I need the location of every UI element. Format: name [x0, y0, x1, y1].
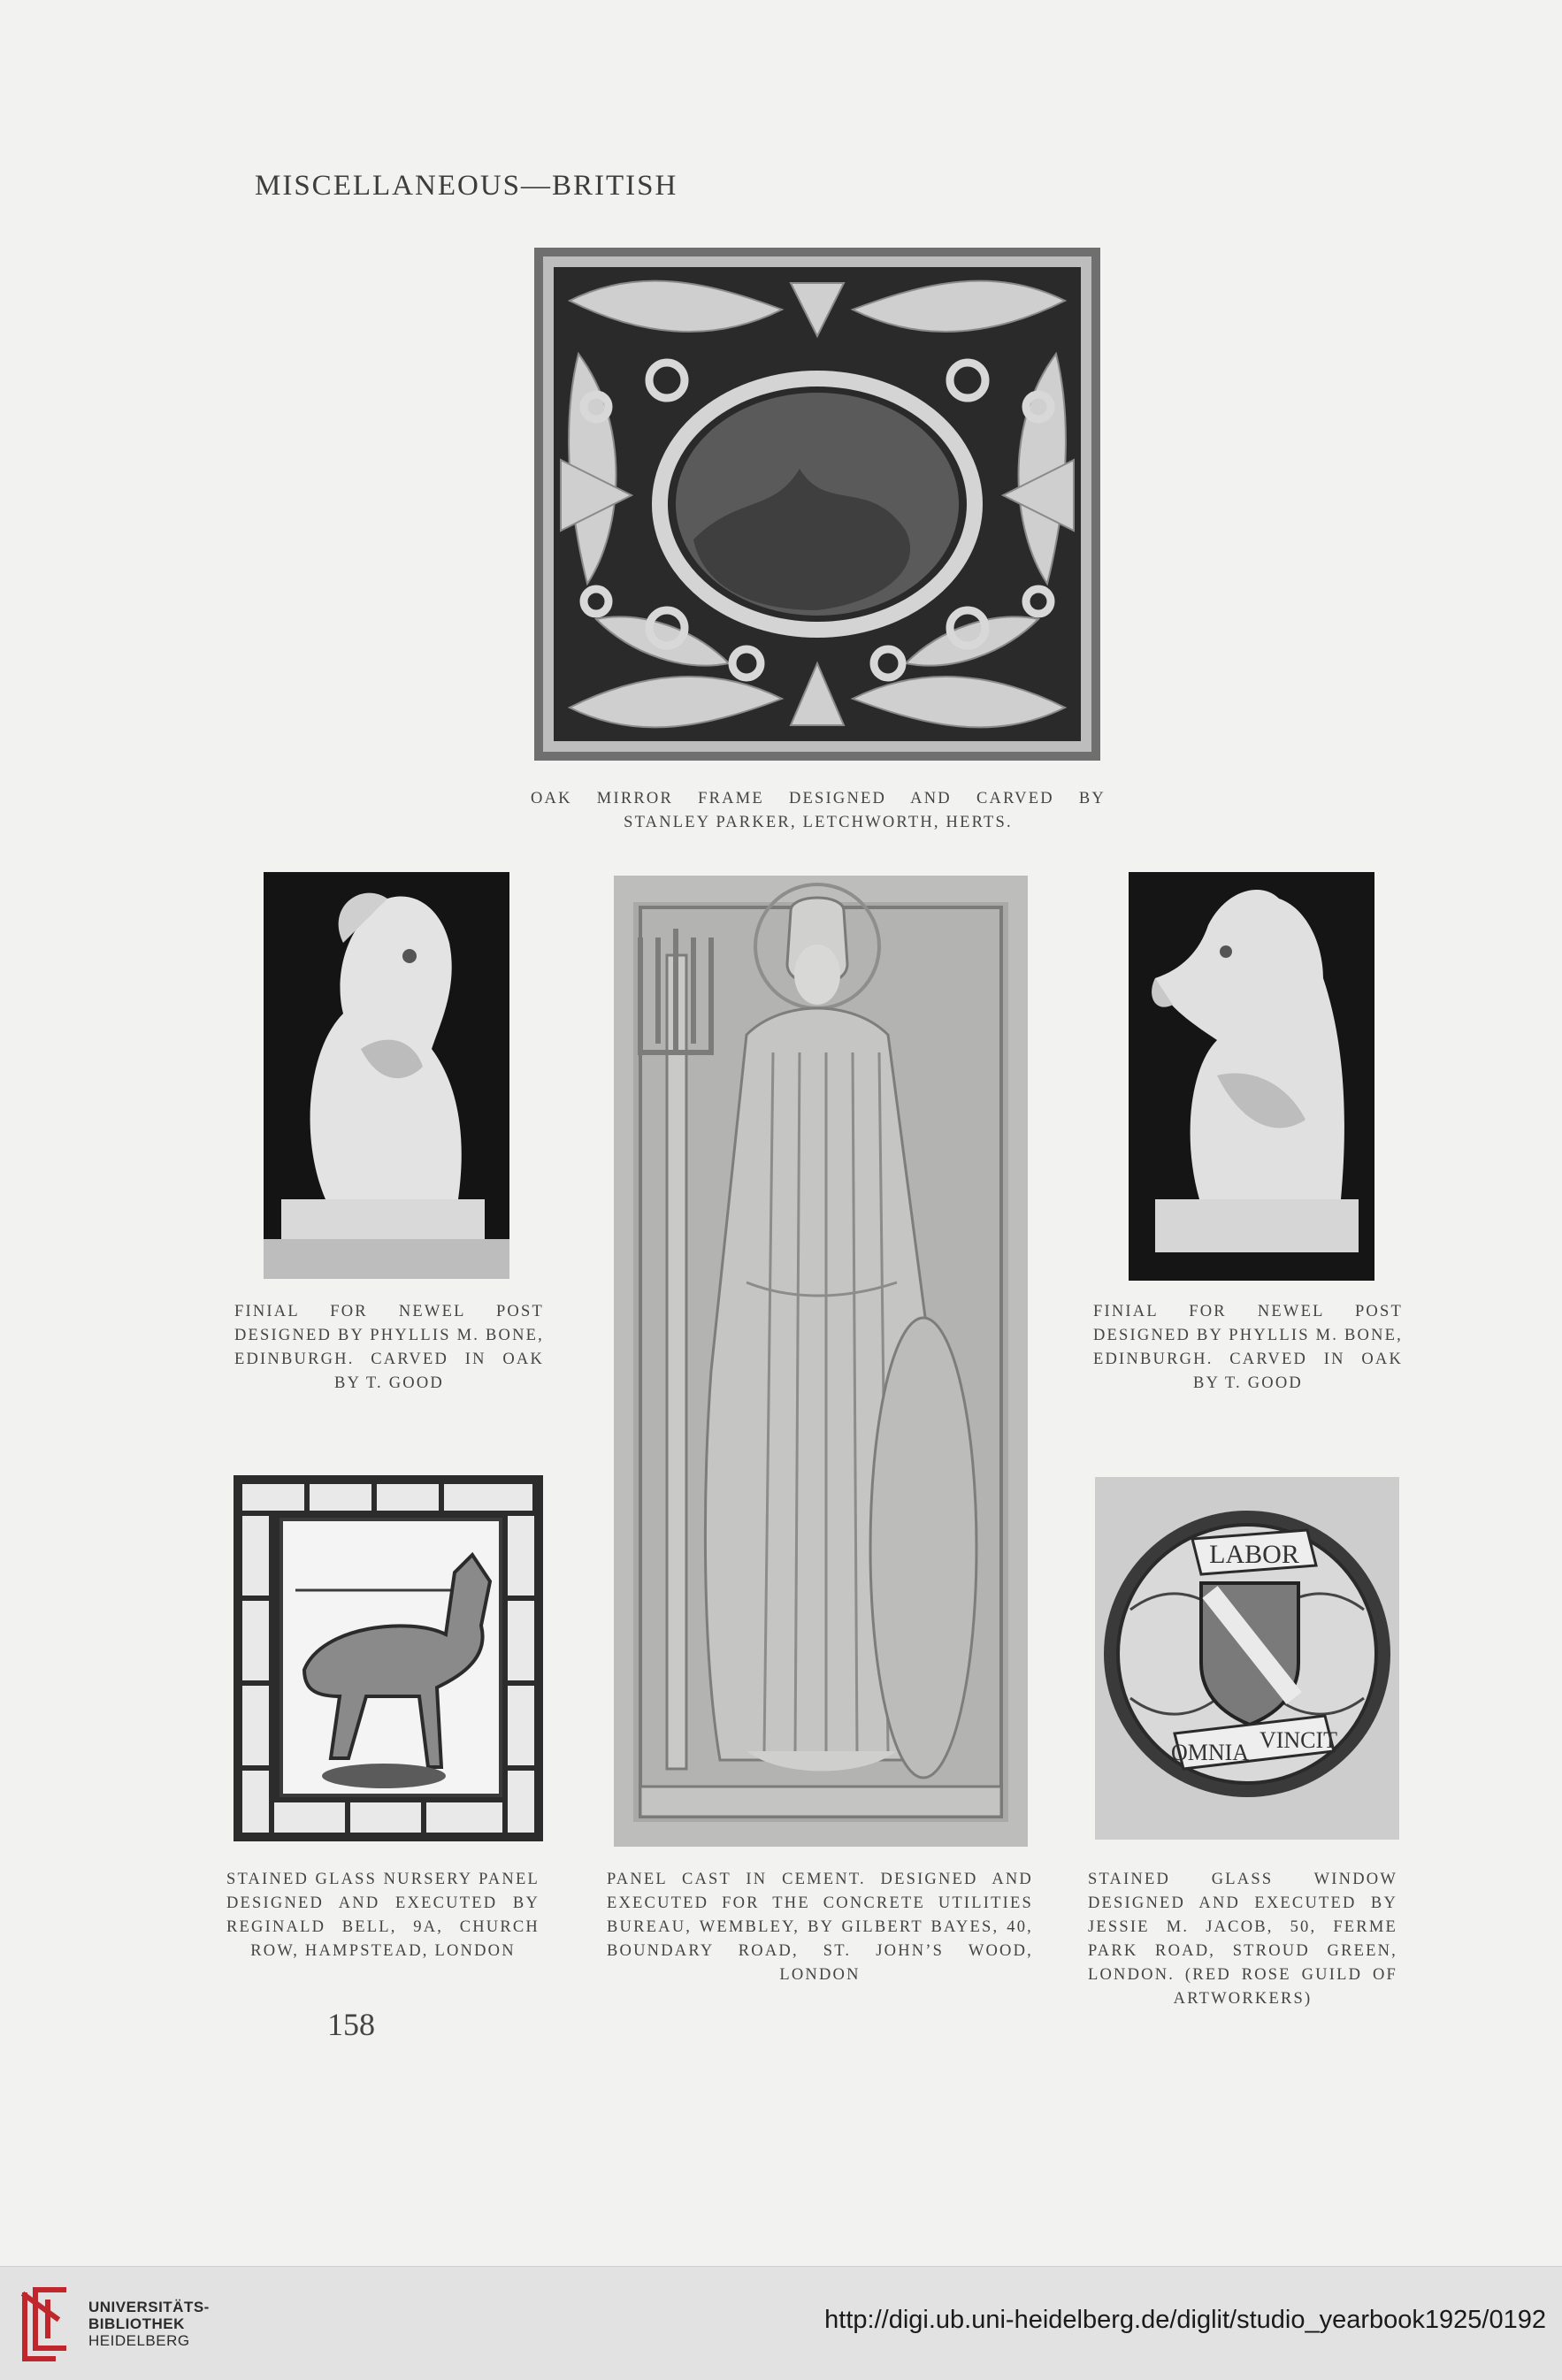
page-number: 158 [327, 2007, 375, 2042]
mirror-frame-photo [534, 248, 1100, 761]
mirror-frame-caption-line-2: STANLEY PARKER, LETCHWORTH, HERTS. [624, 814, 1013, 831]
mirror-frame-caption-line-1: OAK MIRROR FRAME DESIGNED AND CARVED BY [531, 790, 1106, 807]
stained-glass-nursery-caption: STAINED GLASS NURSERY PANEL DESIGNED AND EXECUTED BY REGINALD BELL, 9A, CHURCH ROW, HAMPSTEAD, LONDON [226, 1871, 540, 1960]
finial-left-photo [264, 872, 509, 1279]
source-url-link[interactable]: http://digi.ub.uni-heidelberg.de/diglit/studio_yearbook1925/0192 [824, 2306, 1546, 2334]
mirror-frame-caption [531, 787, 1106, 835]
stained-glass-window-caption: STAINED GLASS WINDOW DESIGNED AND EXECUTED BY JESSIE M. JACOB, 50, FERME PARK ROAD, STROUD GREEN, LONDON. (RED ROSE GUILD OF ARTWORKERS) [1088, 1871, 1397, 2008]
motto-bottom-text-1: OMNIA [1170, 1740, 1250, 1765]
finial-left-caption: FINIAL FOR NEWEL POST DESIGNED BY PHYLLIS M. BONE, EDINBURGH. CARVED IN OAK BY T. GOOD [234, 1303, 544, 1392]
finial-right-photo [1129, 872, 1374, 1281]
library-name-line-3: HEIDELBERG [88, 2332, 190, 2349]
library-name-line-2: BIBLIOTHEK [88, 2315, 185, 2332]
finial-right-caption: FINIAL FOR NEWEL POST DESIGNED BY PHYLLIS M. BONE, EDINBURGH. CARVED IN OAK BY T. GOOD [1093, 1303, 1403, 1392]
cement-panel-photo [614, 876, 1028, 1847]
footer-bar [0, 2266, 1562, 2380]
stained-glass-nursery-photo [234, 1475, 543, 1841]
motto-top-text: LABOR [1209, 1540, 1299, 1569]
running-head: MISCELLANEOUS—BRITISH [255, 170, 678, 202]
motto-bottom-text-2: VINCIT [1259, 1727, 1338, 1753]
library-logo-icon [18, 2283, 78, 2364]
library-name-line-1: UNIVERSITÄTS- [88, 2299, 210, 2315]
library-name [88, 2299, 210, 2349]
cement-panel-caption: PANEL CAST IN CEMENT. DESIGNED AND EXECUTED FOR THE CONCRETE UTILITIES BUREAU, WEMBLEY, BY GILBERT BAYES, 40, BOUNDARY ROAD, ST. JOHN’S WOOD, LONDON [607, 1871, 1033, 1984]
stained-glass-window-photo [1095, 1477, 1399, 1840]
